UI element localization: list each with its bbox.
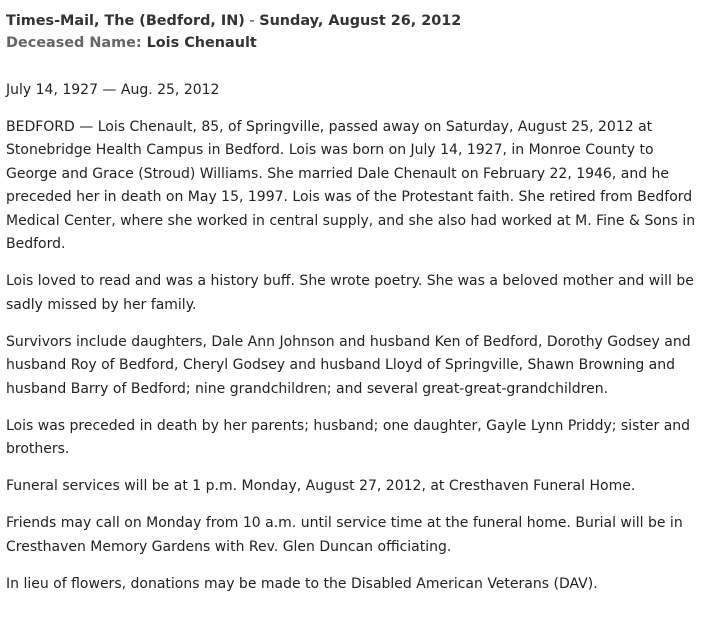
paragraph: Funeral services will be at 1 p.m. Monday, August 27, 2012, at Cresthaven Funeral Home. [6, 478, 636, 494]
paragraph: Lois was preceded in death by her parents; husband; one daughter, Gayle Lynn Priddy; sister and brothers. [6, 417, 691, 457]
life-dates: July 14, 1927 — Aug. 25, 2012 [6, 82, 220, 98]
deceased-name: Lois Chenault [146, 35, 257, 51]
paragraph: Lois loved to read and was a history buff. She wrote poetry. She was a beloved mother and will be sadly missed by her family. [6, 273, 694, 313]
obituary-body [6, 116, 709, 597]
header-separator: - [244, 13, 260, 29]
paragraph: In lieu of flowers, donations may be made to the Disabled American Veterans (DAV). [6, 575, 598, 592]
publication-header [6, 10, 709, 32]
publication-name: Times-Mail, The (Bedford, IN) [6, 13, 245, 29]
paragraph: Survivors include daughters, Dale Ann Johnson and husband Ken of Bedford, Dorothy Godsey and husband Roy of Bedford, Cheryl Godsey and husband Lloyd of Springville, Shawn Browning and husband Barry of Bedford; nine grandchildren; and several great-great-grandchildren. [6, 333, 691, 397]
deceased-header [6, 32, 709, 54]
publication-date: Sunday, August 26, 2012 [259, 13, 462, 29]
paragraph: BEDFORD — Lois Chenault, 85, of Springville, passed away on Saturday, August 25, 2012 at Stonebridge Health Campus in Bedford. Lois was born on July 14, 1927, in Monroe County to George and Grace (Stroud) Williams. She married Dale Chenault on February 22, 1946, and he preceded her in death on May 15, 1997. Lois was of the Protestant faith. She retired from Bedford Medical Center, where she worked in central supply, and she also had worked at M. Fine & Sons in Bedford. [6, 118, 696, 252]
deceased-label: Deceased Name: [6, 35, 142, 51]
paragraph: Friends may call on Monday from 10 a.m. until service time at the funeral home. Burial will be in Cresthaven Memory Gardens with Rev. Glen Duncan officiating. [6, 515, 683, 555]
